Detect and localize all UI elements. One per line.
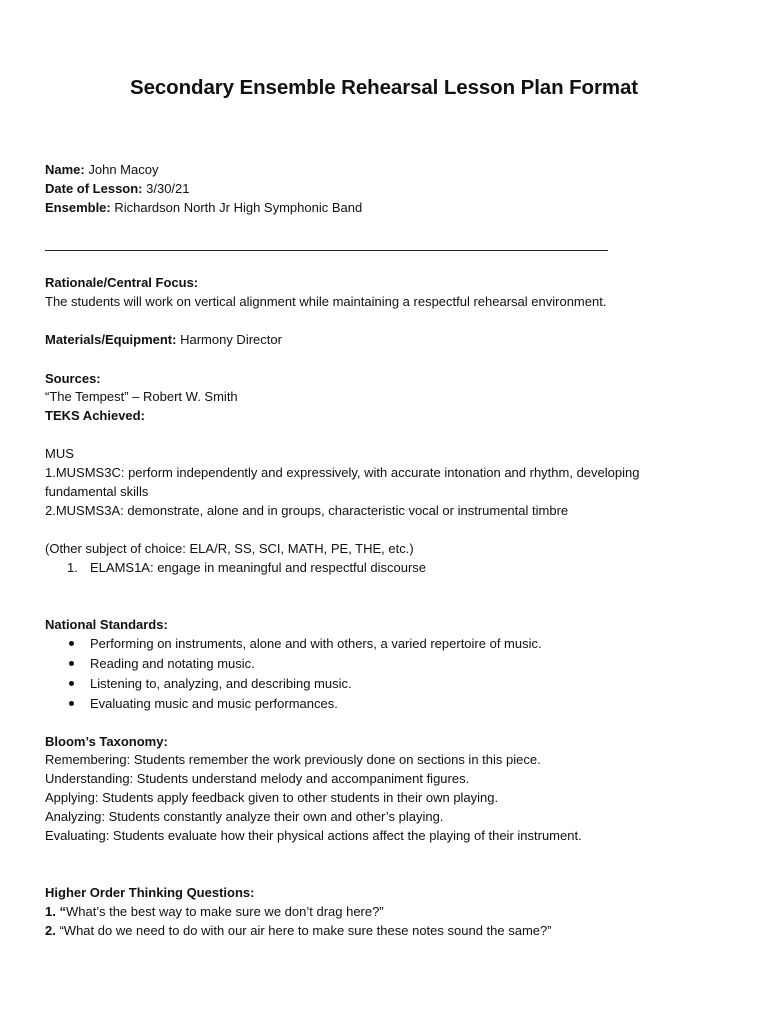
- standards-item: Reading and notating music.: [90, 656, 255, 671]
- name-line: [45, 160, 158, 179]
- teks-heading: TEKS Achieved:: [45, 408, 145, 423]
- blooms-line: Applying: Students apply feedback given to other students in their own playing.: [45, 790, 499, 805]
- materials-value: Harmony Director: [176, 332, 282, 347]
- materials-line: [45, 330, 282, 349]
- sources-heading: Sources:: [45, 371, 101, 386]
- question-1-text: What’s the best way to make sure we don’t drag here?: [65, 904, 380, 919]
- teks-subject: MUS: [45, 446, 74, 461]
- blooms-line: Analyzing: Students constantly analyze their own and other’s playing.: [45, 809, 444, 824]
- materials-label: Materials/Equipment:: [45, 332, 177, 347]
- blooms-heading: Bloom’s Taxonomy:: [45, 734, 168, 749]
- question-1: [45, 902, 384, 921]
- other-item-text: ELAMS1A: engage in meaningful and respectful discourse: [90, 560, 427, 575]
- other-subject-line: (Other subject of choice: ELA/R, SS, SCI, MATH, PE, THE, etc.): [45, 541, 414, 556]
- hot-questions-heading: Higher Order Thinking Questions:: [45, 885, 255, 900]
- question-1-close-quote: ”: [379, 904, 384, 919]
- teks-item-1-continued: fundamental skills: [45, 484, 149, 499]
- blooms-line: Understanding: Students understand melody and accompaniment figures.: [45, 771, 470, 786]
- ensemble-label: Ensemble:: [45, 200, 111, 215]
- standards-item: Evaluating music and music performances.: [90, 696, 338, 711]
- date-value: 3/30/21: [142, 181, 190, 196]
- blooms-line: Evaluating: Students evaluate how their physical actions affect the playing of their instrument.: [45, 828, 582, 843]
- standards-item: Listening to, analyzing, and describing music.: [90, 676, 352, 691]
- ensemble-value: Richardson North Jr High Symphonic Band: [110, 200, 363, 215]
- bullet-icon: [69, 661, 74, 666]
- teks-item-2: 2.MUSMS3A: demonstrate, alone and in groups, characteristic vocal or instrumental timbre: [45, 503, 569, 518]
- standards-item: Performing on instruments, alone and with others, a varied repertoire of music.: [90, 636, 542, 651]
- ensemble-line: [45, 198, 362, 217]
- question-2: [45, 921, 552, 940]
- date-label: Date of Lesson:: [45, 181, 143, 196]
- blooms-line: Remembering: Students remember the work previously done on sections in this piece.: [45, 752, 541, 767]
- question-2-number: 2.: [45, 923, 60, 938]
- page-title: Secondary Ensemble Rehearsal Lesson Plan Format: [130, 76, 638, 99]
- other-item-number: 1.: [67, 560, 78, 575]
- national-standards-heading: National Standards:: [45, 617, 168, 632]
- bullet-icon: [69, 701, 74, 706]
- sources-text: “The Tempest” – Robert W. Smith: [45, 389, 238, 404]
- question-2-text: “What do we need to do with our air here to make sure these notes sound the same?: [59, 923, 548, 938]
- teks-item-1: 1.MUSMS3C: perform independently and expressively, with accurate intonation and rhythm, developing: [45, 465, 640, 480]
- horizontal-divider: [45, 250, 608, 251]
- rationale-heading: Rationale/Central Focus:: [45, 275, 199, 290]
- rationale-text: The students will work on vertical alignment while maintaining a respectful rehearsal environment.: [45, 294, 607, 309]
- bullet-icon: [69, 681, 74, 686]
- bullet-icon: [69, 641, 74, 646]
- name-label: Name:: [45, 162, 85, 177]
- name-value: John Macoy: [84, 162, 159, 177]
- question-2-close-quote: ”: [547, 923, 552, 938]
- question-1-number: 1. “: [45, 904, 66, 919]
- date-line: [45, 179, 190, 198]
